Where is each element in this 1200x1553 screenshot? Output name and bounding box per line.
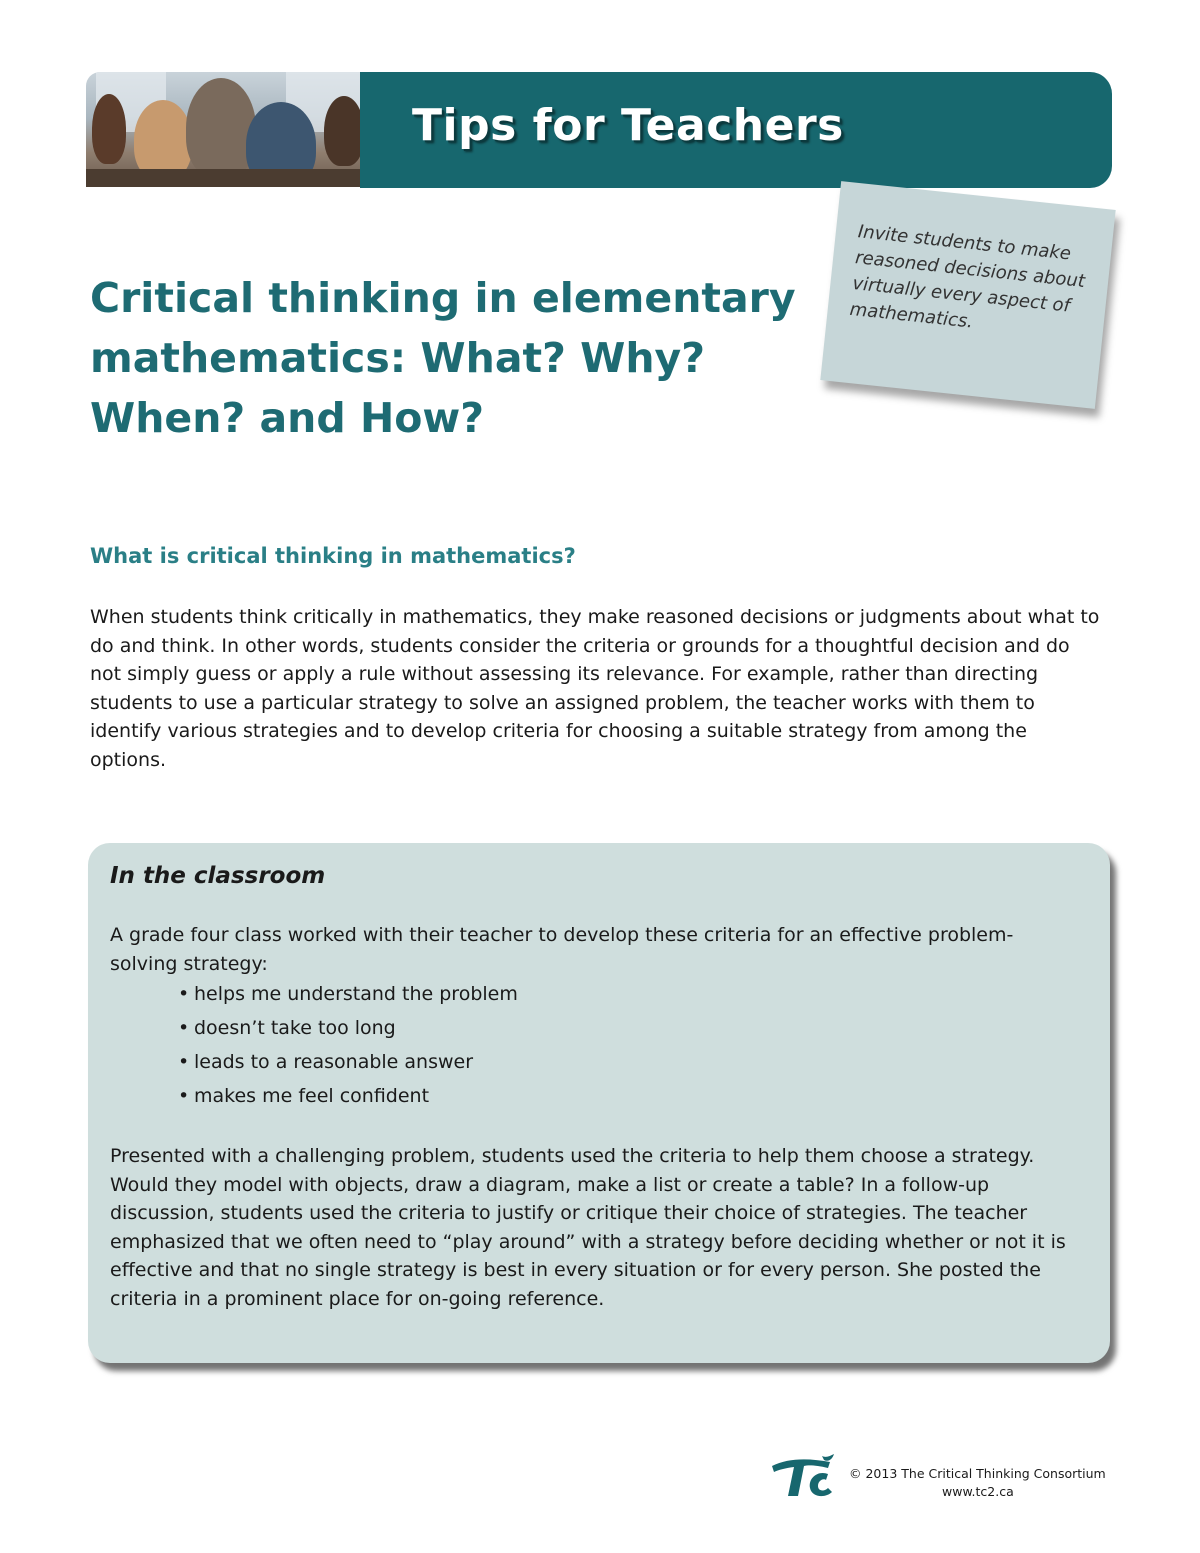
header-title: Tips for Teachers [412,100,844,151]
sticky-note-text: Invite students to make reasoned decisions about virtually every aspect of mathematics. [848,221,1086,333]
classroom-heading: In the classroom [110,863,326,889]
classroom-box [88,843,1110,1363]
footer-copyright: © 2013 The Critical Thinking Consortium [849,1466,1106,1481]
classroom-body: Presented with a challenging problem, students used the criteria to help them choose a strategy. Would they model with objects, draw a diagram, make a list or create a table? In a follow-up discussion, students used the criteria to justify or critique their choice of strategies. The teacher emphasized that we often need to “play around” with a strategy before deciding whether or not it is effective and that no single strategy is best in every situation or for every person. She posted the criteria in a prominent place for on-going reference. [110,1145,1066,1310]
bullet-icon: • [178,1051,190,1073]
footer-url[interactable]: www.tc2.ca [942,1484,1014,1499]
page-title: Critical thinking in elementary mathematics: What? Why? When? and How? [90,274,796,442]
section-heading: What is critical thinking in mathematics? [90,544,576,568]
list-item: • doesn’t take too long [178,1011,518,1045]
tc2-logo-icon [768,1452,838,1502]
classroom-photo [86,72,376,187]
bullet-icon: • [178,983,190,1005]
bullet-icon: • [178,1017,190,1039]
classroom-intro: A grade four class worked with their teacher to develop these criteria for an effective problem-solving strategy: [110,924,1014,975]
list-item: • makes me feel confident [178,1079,518,1113]
list-item: • leads to a reasonable answer [178,1045,518,1079]
bullet-icon: • [178,1085,190,1107]
criteria-list [178,977,518,1113]
section-body: When students think critically in mathematics, they make reasoned decisions or judgments about what to do and think. In other words, students consider the criteria or grounds for a thoughtful decision and do not simply guess or apply a rule without assessing its relevance. For example, rather than directing students to use a particular strategy to solve an assigned problem, the teacher works with them to identify various strategies and to develop criteria for choosing a suitable strategy from among the options. [90,606,1100,771]
sticky-note [820,181,1115,409]
list-item: • helps me understand the problem [178,977,518,1011]
